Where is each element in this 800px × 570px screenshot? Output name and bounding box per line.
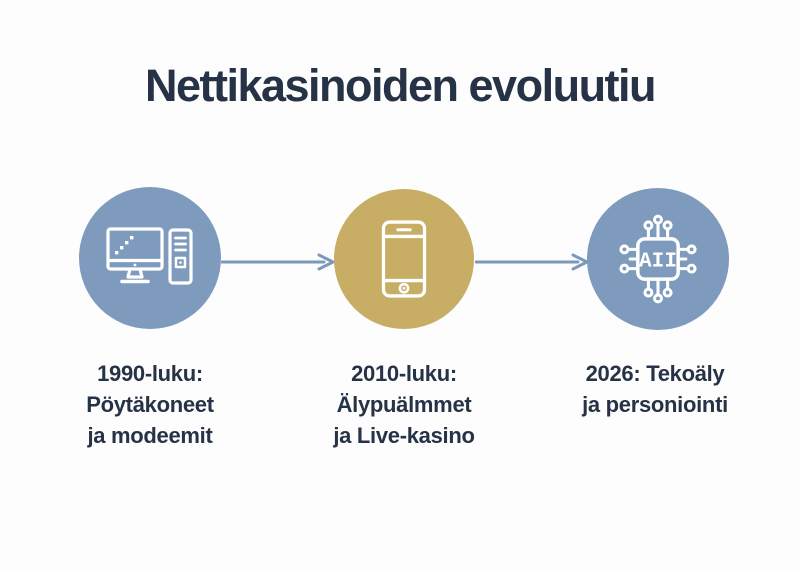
stage-label-line: ja Live-kasino <box>333 423 475 448</box>
stage-label-1990s <box>30 358 270 451</box>
timeline-node-1990s <box>79 187 221 329</box>
smartphone-icon <box>381 220 427 298</box>
stage-label-line: 1990-luku: <box>97 361 203 386</box>
stage-label-line: ja modeemit <box>87 423 213 448</box>
page-title: Nettikasinoiden evoluutiu <box>144 60 656 111</box>
ai-chip-label: AII <box>638 249 678 274</box>
stage-label-line: 2010-luku: <box>351 361 457 386</box>
stage-label-line: ja personiointi <box>582 392 728 417</box>
arrow-right-icon <box>221 251 337 273</box>
timeline-node-2010s <box>334 189 474 329</box>
stage-label-line: Älypuälmmet <box>336 392 472 417</box>
ai-chip-icon <box>610 211 706 307</box>
stage-label-2026 <box>535 358 775 420</box>
stage-label-line: 2026: Tekoäly <box>585 361 725 386</box>
stage-label-line: Pöytäkoneet <box>86 392 214 417</box>
desktop-computer-icon <box>106 227 194 289</box>
arrow-right-icon <box>475 251 591 273</box>
stage-label-2010s <box>284 358 524 451</box>
timeline-node-2026 <box>587 188 729 330</box>
